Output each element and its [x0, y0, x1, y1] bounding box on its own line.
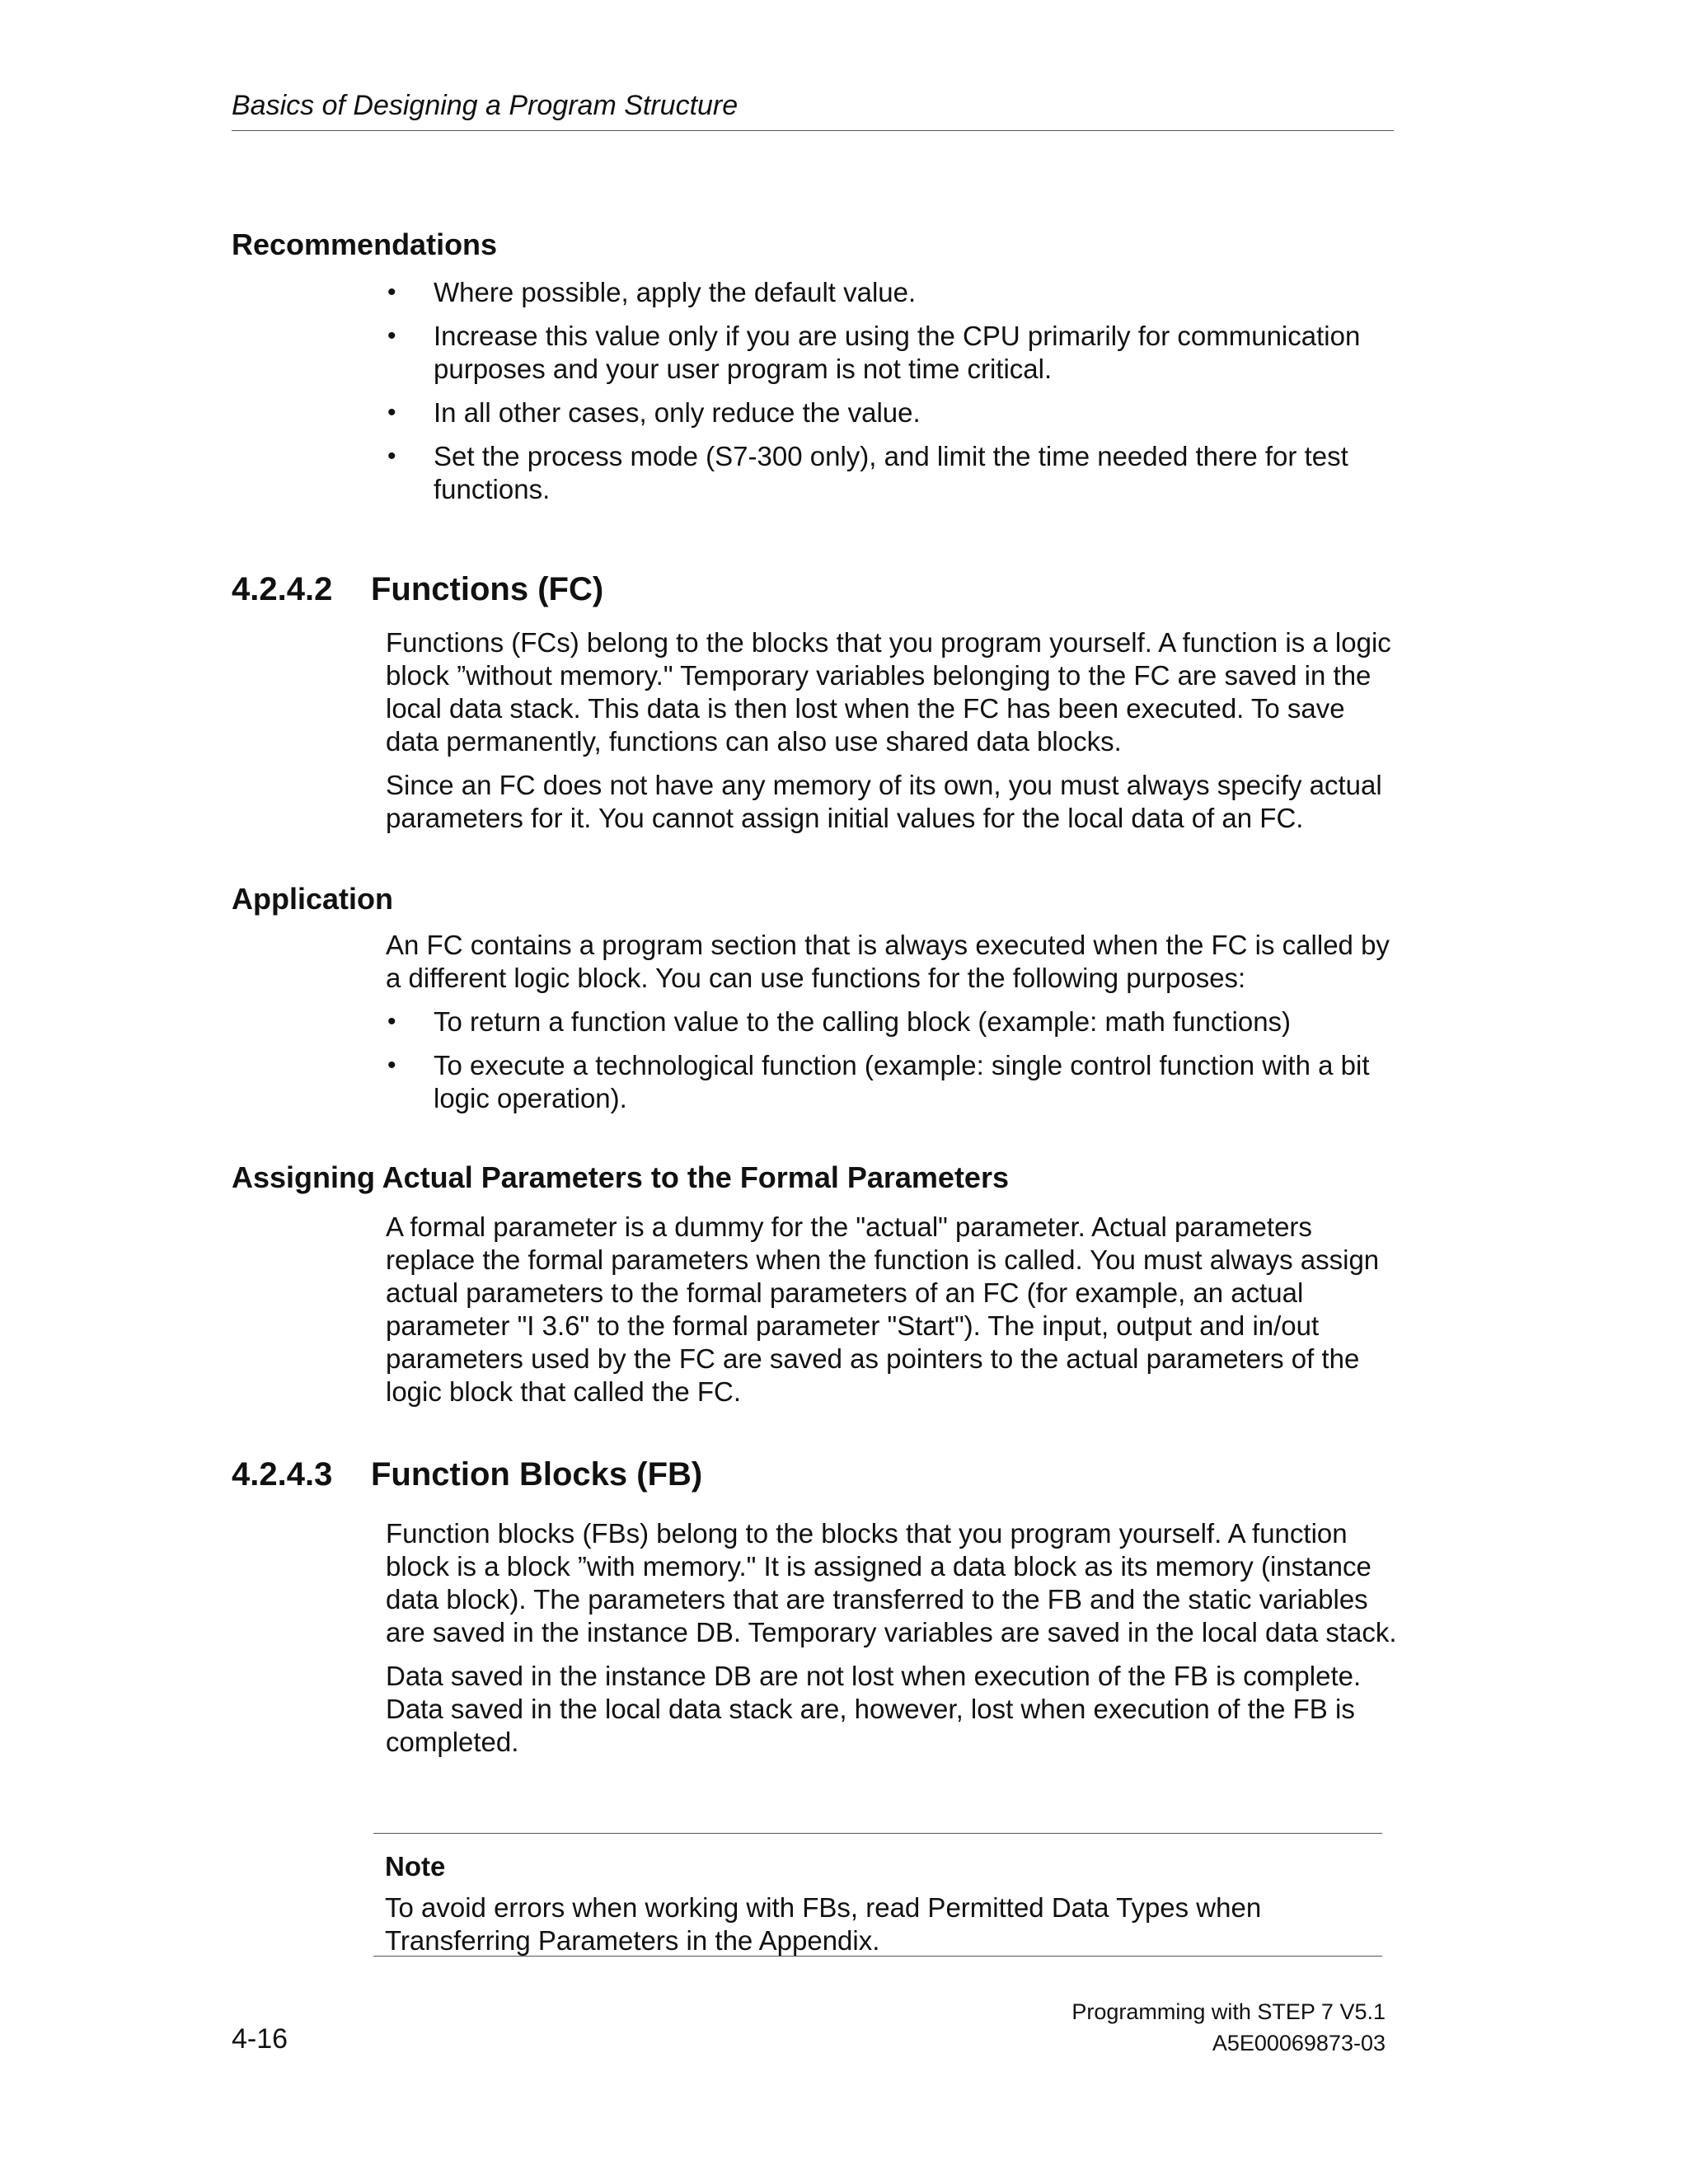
note-text: To avoid errors when working with FBs, read Permitted Data Types when Transferring Parameters in the Appendix. — [385, 1892, 1262, 1956]
page-number: 4-16 — [232, 2023, 288, 2055]
section-title: Functions (FC) — [371, 571, 604, 607]
application-body — [386, 929, 1400, 1126]
section-title: Function Blocks (FB) — [371, 1456, 703, 1493]
list-item — [386, 1005, 1400, 1038]
manual-title: Programming with STEP 7 V5.1 — [1071, 1999, 1386, 2024]
note-title: Note — [385, 1851, 446, 1882]
list-item-text: To execute a technological function (example: single control function with a bit logic operation). — [434, 1050, 1370, 1113]
fc-body — [386, 626, 1400, 846]
running-title: Basics of Designing a Program Structure — [232, 90, 738, 121]
list-item-text: To return a function value to the calling block (example: math functions) — [434, 1006, 1292, 1037]
section-heading-fc — [232, 570, 603, 608]
list-item — [386, 1049, 1400, 1115]
paragraph: Since an FC does not have any memory of its own, you must always specify actual parameters for it. You cannot assign initial values for the local data of an FC. — [386, 770, 1382, 833]
list-item — [386, 396, 1400, 429]
application-list — [386, 1005, 1400, 1115]
paragraph: Data saved in the instance DB are not lost when execution of the FB is complete. Data saved in the local data stack are, however, lost when execution of the FB is completed. — [386, 1661, 1362, 1757]
fb-body — [386, 1517, 1400, 1769]
bullet-icon: • — [387, 322, 396, 349]
list-item — [386, 276, 1400, 309]
bullet-icon: • — [387, 1052, 396, 1079]
running-header — [232, 89, 1394, 131]
list-item — [386, 440, 1400, 506]
paragraph: Functions (FCs) belong to the blocks that you program yourself. A function is a logic block ”without memory." Temporary variables belonging to the FC are saved in the local data stack. This data is then lost when the FC has been executed. To save data permanently, functions can also use shared data blocks. — [386, 627, 1391, 757]
bullet-icon: • — [387, 399, 396, 426]
assigning-body — [386, 1211, 1400, 1419]
bullet-icon: • — [387, 443, 396, 470]
paragraph: A formal parameter is a dummy for the "actual" parameter. Actual parameters replace the formal parameters when the function is called. You must always assign actual parameters to the formal parameters of an FC (for example, an actual parameter "I 3.6" to the formal parameter "Start"). The input, output and in/out parameters used by the FC are saved as pointers to the actual parameters of the logic block that called the FC. — [386, 1212, 1380, 1407]
list-item-text: Increase this value only if you are using the CPU primarily for communication purposes and your user program is not time critical. — [434, 321, 1361, 384]
bullet-icon: • — [387, 1008, 396, 1035]
list-item-text: In all other cases, only reduce the value. — [434, 397, 921, 428]
section-number: 4.2.4.3 — [232, 1456, 333, 1493]
footer-manual-info — [1071, 1996, 1386, 2059]
note-box — [373, 1833, 1382, 1957]
bullet-icon: • — [387, 279, 396, 306]
recommendations-heading: Recommendations — [232, 227, 498, 261]
list-item-text: Set the process mode (S7-300 only), and limit the time needed there for test functions. — [434, 441, 1348, 504]
list-item-text: Where possible, apply the default value. — [434, 277, 917, 307]
section-heading-fb — [232, 1455, 702, 1493]
assigning-heading: Assigning Actual Parameters to the Formal Parameters — [232, 1160, 1009, 1194]
paragraph: An FC contains a program section that is always executed when the FC is called by a different logic block. You can use functions for the following purposes: — [386, 930, 1390, 993]
recommendations-list-block — [386, 276, 1400, 517]
recommendations-list — [386, 276, 1400, 506]
section-number: 4.2.4.2 — [232, 571, 333, 607]
paragraph: Function blocks (FBs) belong to the blocks that you program yourself. A function block is a block ”with memory." It is assigned a data block as its memory (instance data block). The parameters that are transferred to the FB and the static variables are saved in the instance DB. Temporary variables are saved in the local data stack. — [386, 1518, 1397, 1647]
order-number: A5E00069873-03 — [1212, 2031, 1386, 2055]
application-heading: Application — [232, 882, 393, 916]
list-item — [386, 320, 1400, 386]
